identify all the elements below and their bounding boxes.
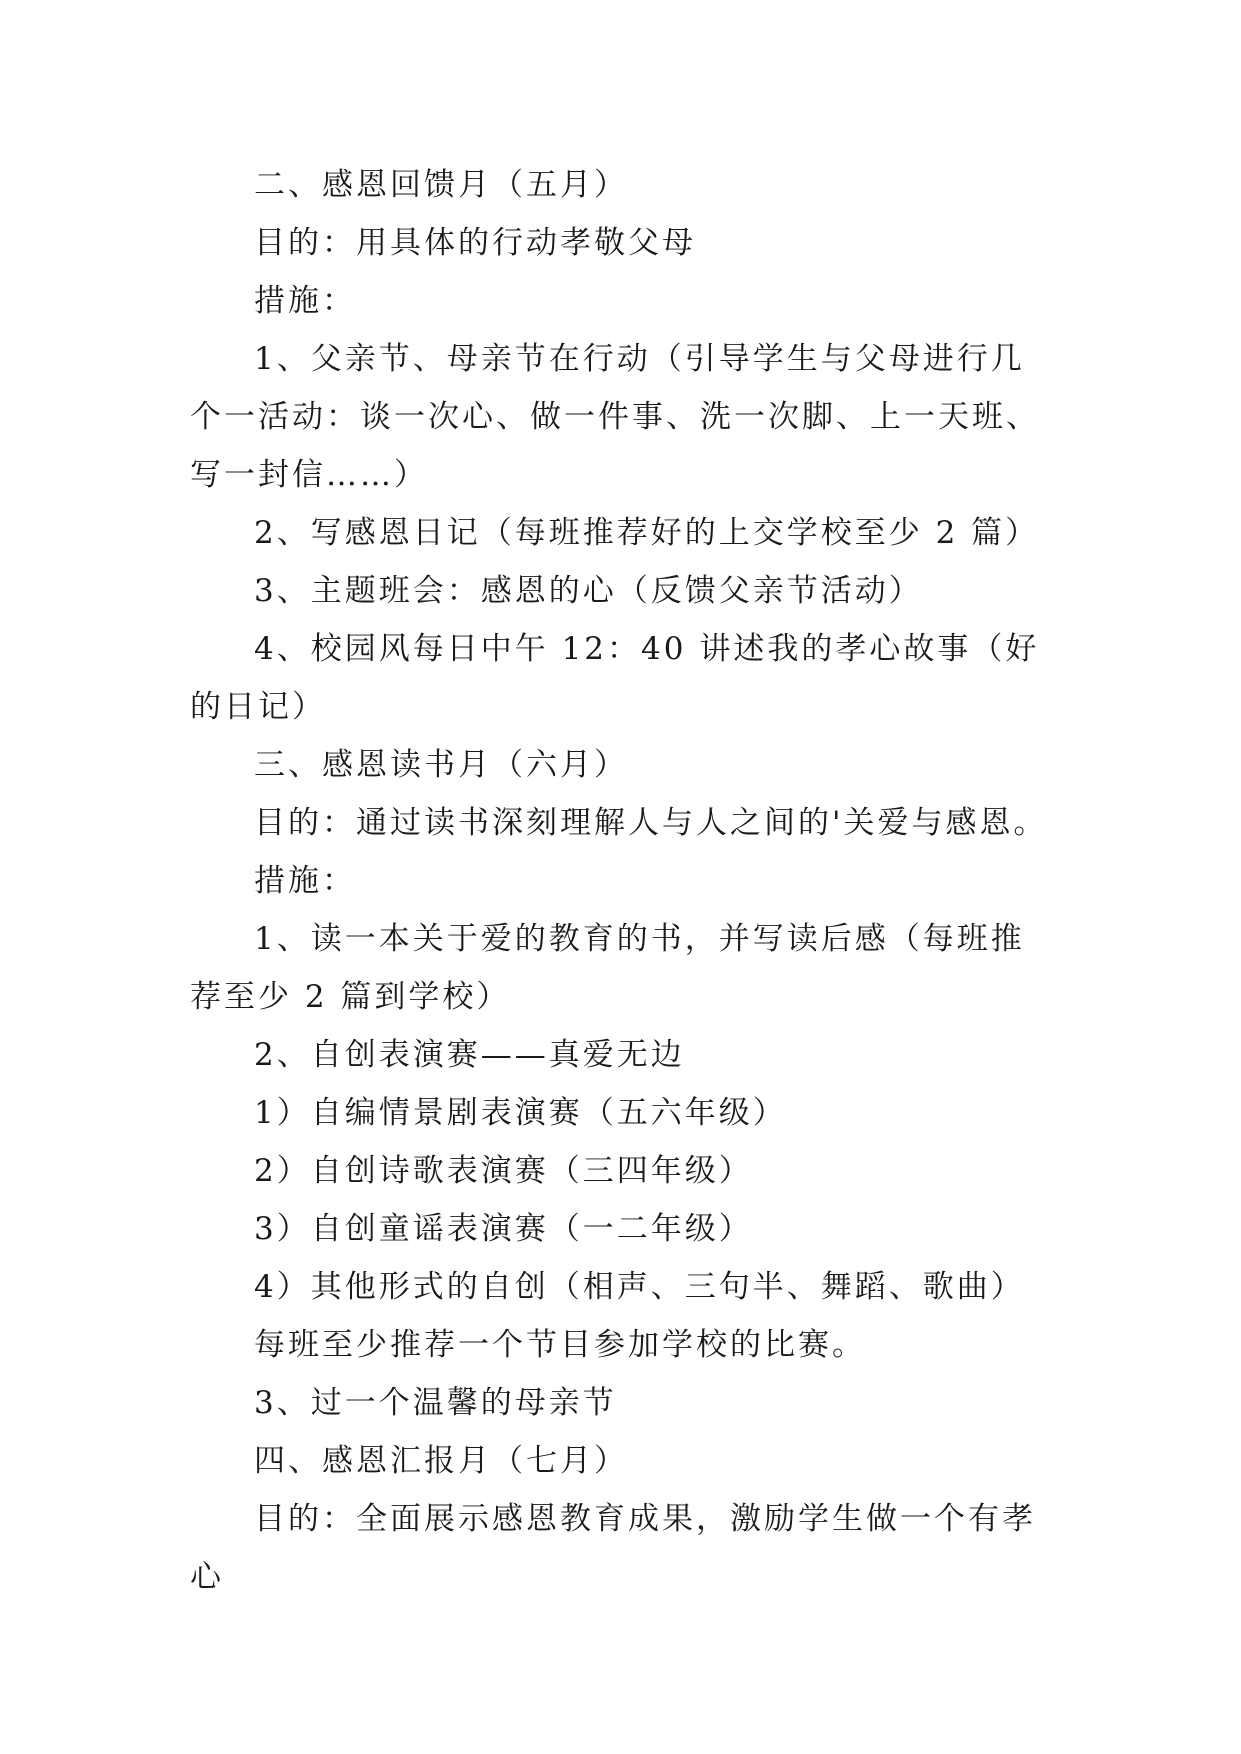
paragraph-purpose: 目的：全面展示感恩教育成果，激励学生做一个有孝心: [190, 1501, 1036, 1595]
section-heading-july: 四、感恩汇报月（七月）: [254, 1443, 628, 1479]
paragraph-purpose: 目的：通过读书深刻理解人与人之间的'关爱与感恩。: [254, 805, 1048, 841]
list-item: 1、父亲节、母亲节在行动（引导学生与父母进行几个一活动：谈一次心、做一件事、洗一次脚、上一天班、写一封信……）: [190, 341, 1040, 493]
sub-list-item: 4）其他形式的自创（相声、三句半、舞蹈、歌曲）: [254, 1269, 1025, 1305]
document-body: [190, 156, 1050, 1606]
sub-list-item: 2）自创诗歌表演赛（三四年级）: [254, 1153, 753, 1189]
sub-list-item: 1）自编情景剧表演赛（五六年级）: [254, 1095, 787, 1131]
list-item: 1、读一本关于爱的教育的书，并写读后感（每班推荐至少 2 篇到学校）: [190, 921, 1025, 1015]
list-item: 2、写感恩日记（每班推荐好的上交学校至少 2 篇）: [254, 515, 1040, 551]
paragraph-note: 每班至少推荐一个节目参加学校的比赛。: [254, 1327, 866, 1363]
list-item: 3、主题班会：感恩的心（反馈父亲节活动）: [254, 573, 923, 609]
paragraph-measures-label: 措施：: [254, 283, 356, 319]
section-heading-june: 三、感恩读书月（六月）: [254, 747, 628, 783]
paragraph-measures-label: 措施：: [254, 863, 356, 899]
paragraph-purpose: 目的：用具体的行动孝敬父母: [254, 225, 696, 261]
sub-list-item: 3）自创童谣表演赛（一二年级）: [254, 1211, 753, 1247]
list-item: 4、校园风每日中午 12：40 讲述我的孝心故事（好的日记）: [190, 631, 1040, 725]
list-item: 2、自创表演赛——真爱无边: [254, 1037, 685, 1073]
section-heading-may: 二、感恩回馈月（五月）: [254, 167, 628, 203]
list-item: 3、过一个温馨的母亲节: [254, 1385, 617, 1421]
